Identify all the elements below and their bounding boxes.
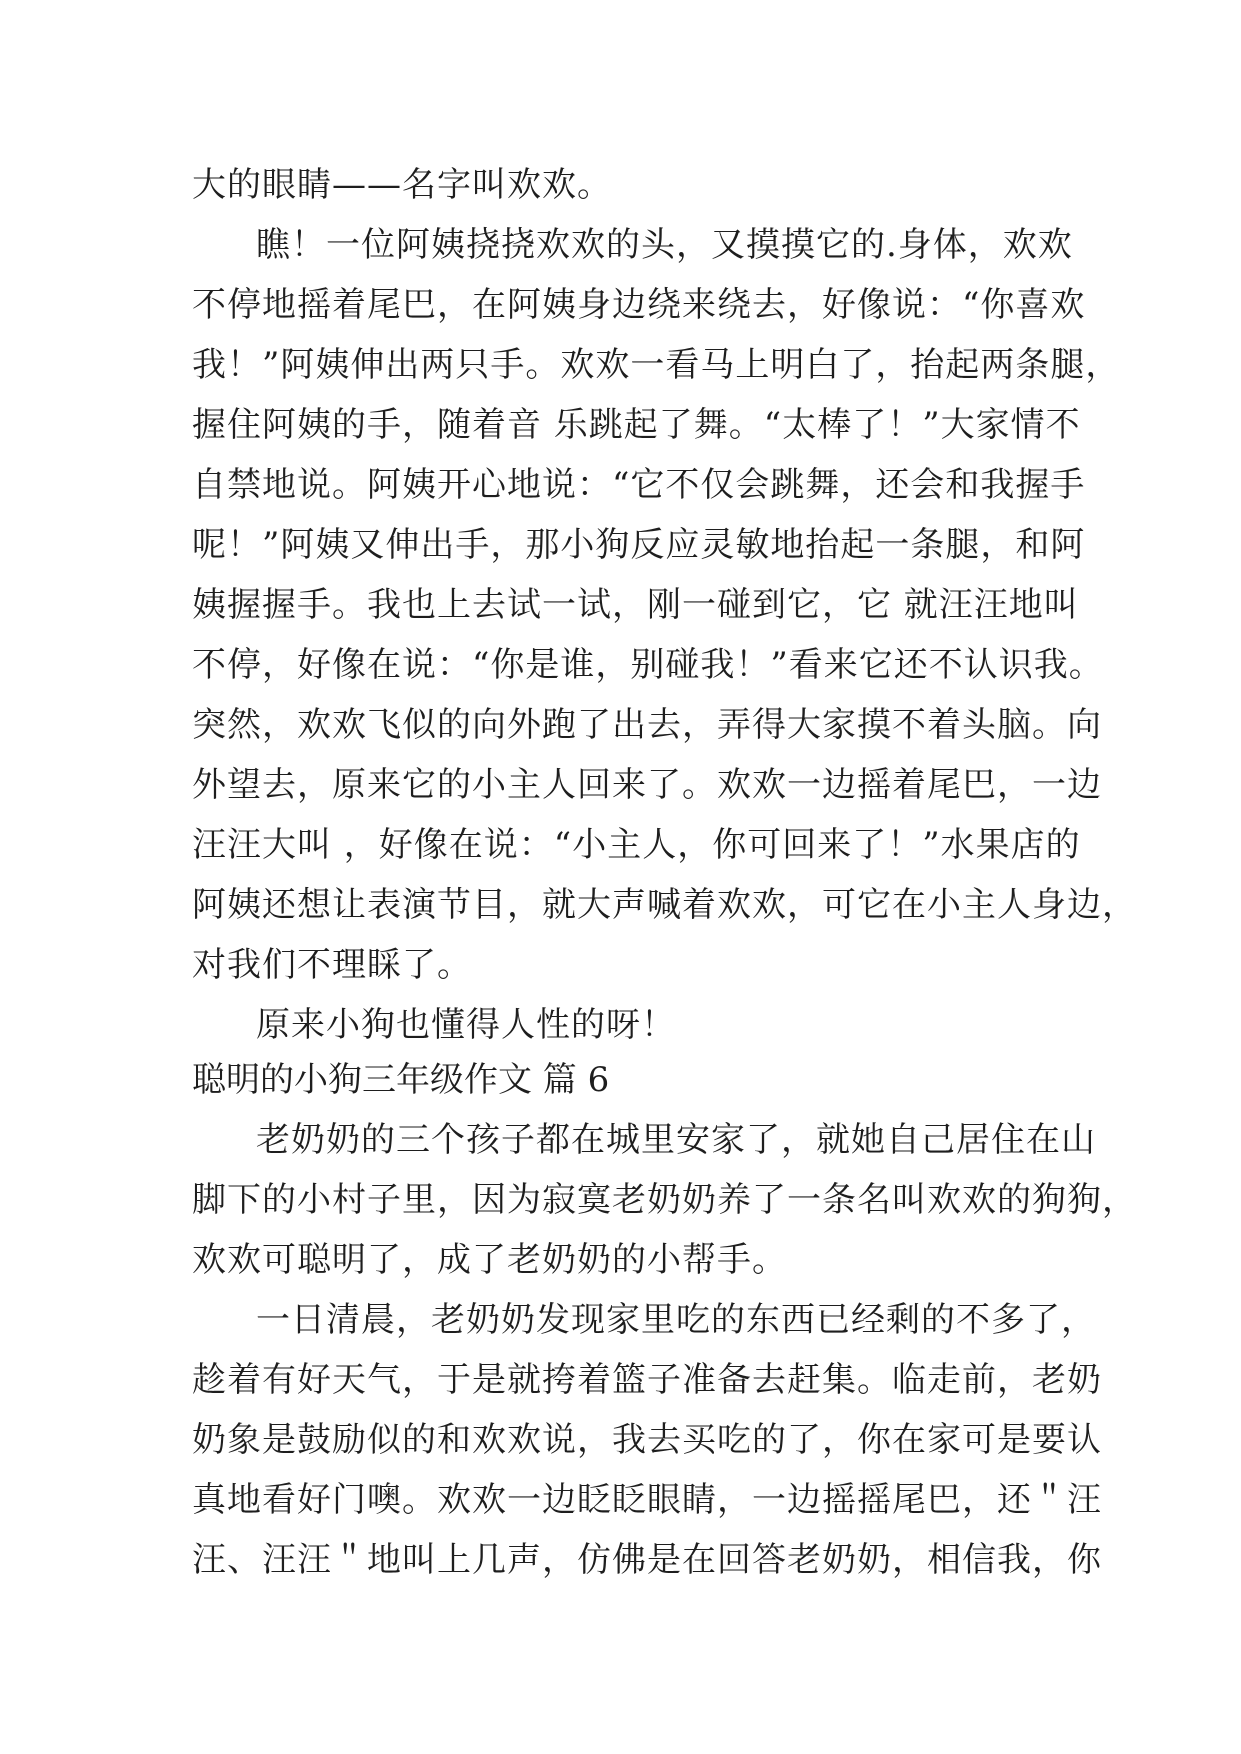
text-line: 老奶奶的三个孩子都在城里安家了，就她自己居住在山 [256,1120,1096,1160]
text-line: 汪汪大叫 ，好像在说：“小主人，你可回来了！”水果店的 [192,825,1081,865]
text-line: 汪、汪汪＂地叫上几声，仿佛是在回答老奶奶，相信我，你 [192,1540,1102,1580]
text-line: 对我们不理睬了。 [192,945,472,985]
text-line: 趁着有好天气，于是就挎着篮子准备去赶集。临走前，老奶 [192,1360,1102,1400]
text-line: 一日清晨，老奶奶发现家里吃的东西已经剩的不多了， [256,1300,1096,1340]
text-line: 大的眼睛——名字叫欢欢。 [192,165,612,205]
text-line: 姨握握手。我也上去试一试，刚一碰到它，它 就汪汪地叫 [192,585,1079,625]
section-heading: 聪明的小狗三年级作文 篇 6 [192,1060,610,1100]
text-line: 脚下的小村子里，因为寂寞老奶奶养了一条名叫欢欢的狗狗， [192,1180,1137,1220]
text-line: 瞧！一位阿姨挠挠欢欢的头，又摸摸它的.身体，欢欢 [256,225,1073,265]
text-line: 不停，好像在说：“你是谁，别碰我！”看来它还不认识我。 [192,645,1104,685]
text-line: 真地看好门噢。欢欢一边眨眨眼睛，一边摇摇尾巴，还＂汪 [192,1480,1102,1520]
text-line: 奶象是鼓励似的和欢欢说，我去买吃的了，你在家可是要认 [192,1420,1102,1460]
text-line: 我！”阿姨伸出两只手。欢欢一看马上明白了，抬起两条腿， [192,345,1121,385]
text-line: 呢！”阿姨又伸出手，那小狗反应灵敏地抬起一条腿，和阿 [192,525,1086,565]
text-line: 握住阿姨的手，随着音 乐跳起了舞。“太棒了！”大家情不 [192,405,1081,445]
text-line: 原来小狗也懂得人性的呀！ [256,1005,676,1045]
text-line: 突然，欢欢飞似的向外跑了出去，弄得大家摸不着头脑。向 [192,705,1102,745]
text-line: 欢欢可聪明了，成了老奶奶的小帮手。 [192,1240,787,1280]
text-line: 自禁地说。阿姨开心地说：“它不仅会跳舞，还会和我握手 [192,465,1086,505]
text-line: 不停地摇着尾巴，在阿姨身边绕来绕去，好像说：“你喜欢 [192,285,1086,325]
text-line: 外望去，原来它的小主人回来了。欢欢一边摇着尾巴，一边 [192,765,1102,805]
text-line: 阿姨还想让表演节目，就大声喊着欢欢，可它在小主人身边， [192,885,1137,925]
